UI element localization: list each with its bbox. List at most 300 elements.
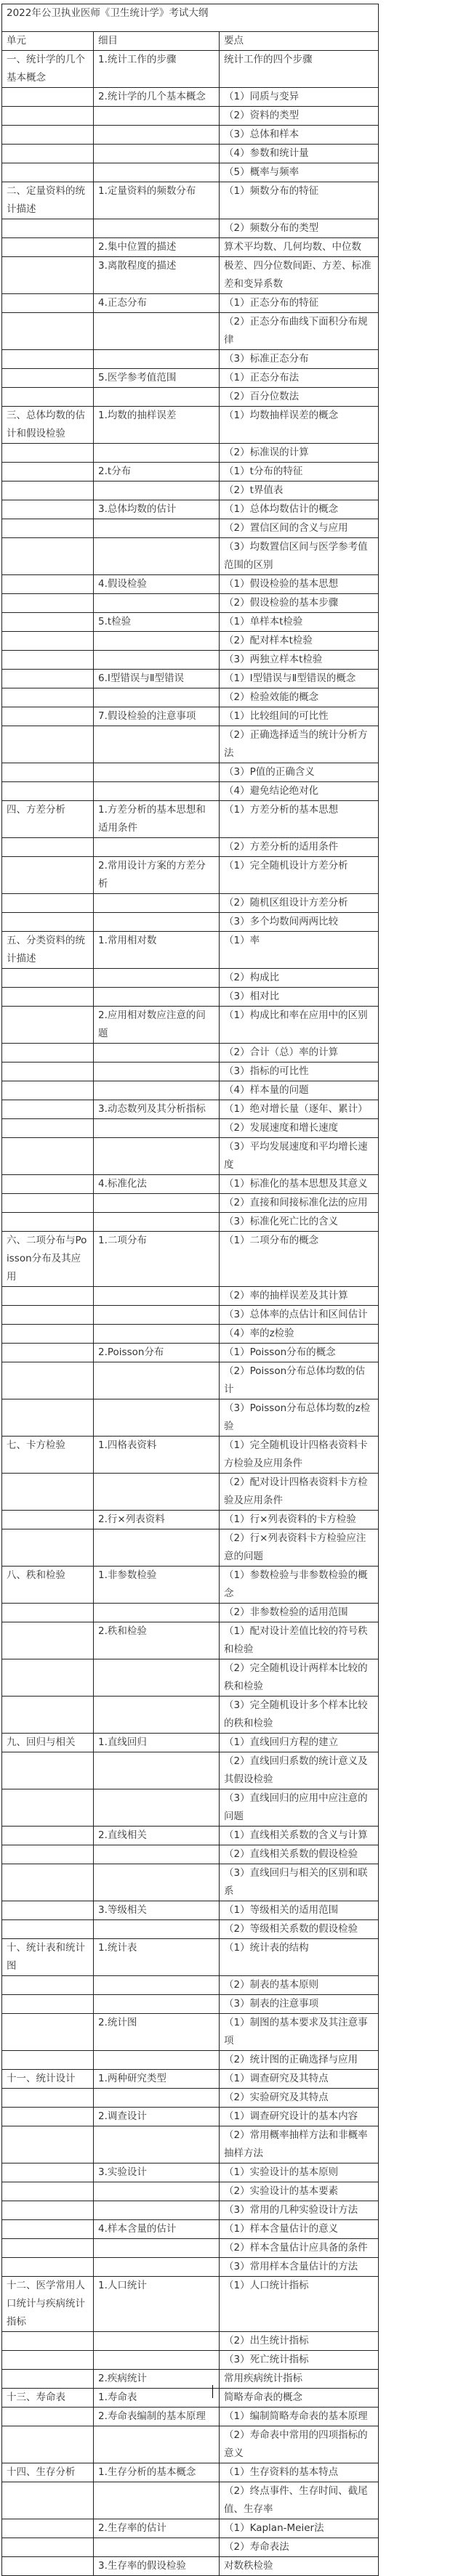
item-cell: 2.t分布 — [94, 463, 220, 482]
point-cell: （1）正态分布法 — [220, 369, 379, 388]
unit-cell — [2, 1604, 94, 1622]
table-row — [2, 51, 379, 88]
unit-cell — [2, 2014, 94, 2051]
table-row — [2, 1697, 379, 1734]
table-row — [2, 1175, 379, 1194]
unit-cell — [2, 1511, 94, 1529]
item-cell: 1.生存分析的基本概念 — [94, 2463, 220, 2482]
header-row — [2, 32, 379, 51]
point-cell: （2）百分位数法 — [220, 388, 379, 407]
item-cell: 1.常用相对数 — [94, 932, 220, 969]
point-cell: （2）方差分析的适用条件 — [220, 838, 379, 857]
table-row — [2, 1659, 379, 1697]
unit-cell — [2, 2258, 94, 2277]
item-cell: 3.离散程度的描述 — [94, 257, 220, 294]
unit-cell — [2, 988, 94, 1007]
point-cell: （2）构成比 — [220, 969, 379, 988]
item-cell: 1.人口统计 — [94, 2277, 220, 2332]
item-cell — [94, 726, 220, 763]
table-row — [2, 1567, 379, 1604]
table-row — [2, 913, 379, 932]
point-cell: （2）配对设计四格表资料卡方检验及应用条件 — [220, 1474, 379, 1511]
table-row — [2, 2463, 379, 2482]
table-row — [2, 407, 379, 444]
table-row — [2, 1437, 379, 1474]
item-cell — [94, 1864, 220, 1901]
table-row — [2, 444, 379, 463]
unit-cell — [2, 1044, 94, 1063]
unit-cell — [2, 1995, 94, 2014]
item-cell — [94, 1119, 220, 1138]
point-cell: （2）寿命表法 — [220, 2538, 379, 2557]
unit-cell — [2, 219, 94, 238]
table-row — [2, 1939, 379, 1976]
item-cell — [94, 2239, 220, 2258]
table-row — [2, 1734, 379, 1752]
point-cell: （1）标准化的基本思想及其意义 — [220, 1175, 379, 1194]
table-row — [2, 707, 379, 726]
table-row — [2, 688, 379, 707]
unit-cell: 一、统计学的几个基本概念 — [2, 51, 94, 88]
unit-cell: 三、总体均数的估计和假设检验 — [2, 407, 94, 444]
syllabus-table — [1, 4, 379, 2576]
unit-cell — [2, 294, 94, 313]
unit-cell — [2, 1752, 94, 1789]
item-cell: 3.实验设计 — [94, 2163, 220, 2182]
point-cell: （2）标准误的计算 — [220, 444, 379, 463]
item-cell — [94, 838, 220, 857]
table-row — [2, 2258, 379, 2277]
item-cell: 4.样本含量的估计 — [94, 2220, 220, 2239]
point-cell: （3）平均发展速度和平均增长速度 — [220, 1138, 379, 1175]
table-row — [2, 1901, 379, 1920]
item-cell: 2.生存率的估计 — [94, 2519, 220, 2538]
item-cell — [94, 782, 220, 801]
table-row — [2, 369, 379, 388]
item-cell: 6.Ⅰ型错误与Ⅱ型错误 — [94, 670, 220, 688]
table-row — [2, 670, 379, 688]
item-cell — [94, 988, 220, 1007]
item-cell — [94, 594, 220, 613]
table-row — [2, 126, 379, 145]
unit-cell — [2, 1100, 94, 1119]
item-cell: 2.Poisson分布 — [94, 1344, 220, 1362]
table-row — [2, 145, 379, 163]
item-cell — [94, 313, 220, 350]
table-row — [2, 2051, 379, 2070]
item-cell: 1.寿命表 — [94, 2389, 220, 2408]
point-cell: （3）死亡统计指标 — [220, 2351, 379, 2370]
point-cell: （2）制表的基本原则 — [220, 1976, 379, 1995]
point-cell: （1）比较组间的可比性 — [220, 707, 379, 726]
point-cell: （2）正确选择适当的统计分析方法 — [220, 726, 379, 763]
unit-cell — [2, 463, 94, 482]
item-cell — [94, 1976, 220, 1995]
unit-cell — [2, 1901, 94, 1920]
unit-cell — [2, 2408, 94, 2426]
item-cell — [94, 538, 220, 575]
item-cell — [94, 1063, 220, 1081]
item-cell — [94, 1306, 220, 1325]
point-cell: （3）完全随机设计多个样本比较的秩和检验 — [220, 1697, 379, 1734]
unit-cell — [2, 1529, 94, 1567]
point-cell: （1）频数分布的特征 — [220, 182, 379, 219]
unit-cell — [2, 519, 94, 538]
item-cell — [94, 1789, 220, 1827]
unit-cell — [2, 350, 94, 369]
table-row — [2, 575, 379, 594]
item-cell — [94, 519, 220, 538]
table-row — [2, 1287, 379, 1306]
item-cell — [94, 894, 220, 913]
item-cell — [94, 1325, 220, 1344]
point-cell: （2）检验效能的概念 — [220, 688, 379, 707]
item-cell: 1.四格表资料 — [94, 1437, 220, 1474]
table-row — [2, 1081, 379, 1100]
item-cell — [94, 2351, 220, 2370]
unit-cell — [2, 1976, 94, 1995]
item-cell — [94, 2126, 220, 2163]
unit-cell: 九、回归与相关 — [2, 1734, 94, 1752]
unit-cell — [2, 2201, 94, 2220]
point-cell: （2）配对样本t检验 — [220, 632, 379, 651]
unit-cell — [2, 538, 94, 575]
unit-cell — [2, 2426, 94, 2463]
unit-cell — [2, 1306, 94, 1325]
table-row — [2, 1845, 379, 1864]
unit-cell — [2, 726, 94, 763]
table-row — [2, 932, 379, 969]
item-cell — [94, 2426, 220, 2463]
item-cell — [94, 1995, 220, 2014]
unit-cell — [2, 500, 94, 519]
unit-cell — [2, 2089, 94, 2108]
table-row — [2, 219, 379, 238]
item-cell: 1.统计工作的步骤 — [94, 51, 220, 88]
item-cell: 4.标准化法 — [94, 1175, 220, 1194]
item-cell — [94, 1194, 220, 1213]
table-row — [2, 763, 379, 782]
item-cell: 1.统计表 — [94, 1939, 220, 1976]
point-cell: （1）直线回归方程的建立 — [220, 1734, 379, 1752]
point-cell: （1）二项分布的概念 — [220, 1232, 379, 1287]
unit-cell — [2, 2182, 94, 2201]
unit-cell — [2, 2108, 94, 2126]
table-row — [2, 1995, 379, 2014]
item-cell — [94, 219, 220, 238]
table-row — [2, 2163, 379, 2182]
unit-cell — [2, 613, 94, 632]
point-cell: （1）方差分析的基本思想 — [220, 801, 379, 838]
item-cell — [94, 913, 220, 932]
table-row — [2, 2108, 379, 2126]
unit-cell — [2, 1007, 94, 1044]
point-cell: （1）总体均数估计的概念 — [220, 500, 379, 519]
table-row — [2, 519, 379, 538]
point-cell: （2）发展速度和增长速度 — [220, 1119, 379, 1138]
unit-cell — [2, 1362, 94, 1399]
point-cell: （2）样本含量估计应具备的条件 — [220, 2239, 379, 2258]
item-cell: 1.定量资料的频数分布 — [94, 182, 220, 219]
item-cell: 4.假设检验 — [94, 575, 220, 594]
unit-cell — [2, 2538, 94, 2557]
item-cell: 1.方差分析的基本思想和适用条件 — [94, 801, 220, 838]
table-row — [2, 1752, 379, 1789]
unit-cell — [2, 1845, 94, 1864]
item-cell: 2.统计学的几个基本概念 — [94, 88, 220, 107]
item-cell — [94, 1399, 220, 1437]
point-cell: （2）完全随机设计两样本比较的秩和检验 — [220, 1659, 379, 1697]
unit-cell — [2, 707, 94, 726]
item-cell: 3.生存率的假设检验 — [94, 2557, 220, 2576]
table-row — [2, 163, 379, 182]
unit-cell — [2, 1063, 94, 1081]
point-cell: （3）常用的几种实验设计方法 — [220, 2201, 379, 2220]
unit-cell — [2, 838, 94, 857]
point-cell: （3）P值的正确含义 — [220, 763, 379, 782]
item-cell — [94, 444, 220, 463]
item-cell: 2.直线相关 — [94, 1827, 220, 1845]
point-cell: （1）等级相关的适用范围 — [220, 1901, 379, 1920]
unit-cell — [2, 1697, 94, 1734]
item-cell — [94, 1362, 220, 1399]
point-cell: （3）常用样本含量估计的方法 — [220, 2258, 379, 2277]
point-cell: （2）资料的类型 — [220, 107, 379, 126]
item-cell — [94, 1287, 220, 1306]
table-row — [2, 538, 379, 575]
table-row — [2, 500, 379, 519]
item-cell: 2.秩和检验 — [94, 1622, 220, 1659]
table-row — [2, 801, 379, 838]
item-cell: 3.动态数列及其分析指标 — [94, 1100, 220, 1119]
table-row — [2, 1194, 379, 1213]
unit-cell: 十四、生存分析 — [2, 2463, 94, 2482]
unit-cell — [2, 369, 94, 388]
unit-cell: 十、统计表和统计图 — [2, 1939, 94, 1976]
table-row — [2, 1344, 379, 1362]
unit-cell — [2, 2482, 94, 2519]
item-cell: 5.t检验 — [94, 613, 220, 632]
item-cell — [94, 350, 220, 369]
point-cell: （2）t界值表 — [220, 482, 379, 500]
point-cell: （4）样本量的问题 — [220, 1081, 379, 1100]
item-cell — [94, 2089, 220, 2108]
point-cell: （1）构成比和率在应用中的区别 — [220, 1007, 379, 1044]
item-cell: 2.调查设计 — [94, 2108, 220, 2126]
item-cell — [94, 2482, 220, 2519]
point-cell: 统计工作的四个步骤 — [220, 51, 379, 88]
table-row — [2, 1789, 379, 1827]
table-row — [2, 782, 379, 801]
table-row — [2, 2426, 379, 2463]
table-row — [2, 182, 379, 219]
table-row — [2, 632, 379, 651]
unit-cell — [2, 88, 94, 107]
unit-cell — [2, 126, 94, 145]
point-cell: （1）Poisson分布的概念 — [220, 1344, 379, 1362]
point-cell: （3）标准正态分布 — [220, 350, 379, 369]
unit-cell — [2, 2220, 94, 2239]
table-row — [2, 2482, 379, 2519]
item-cell — [94, 2051, 220, 2070]
table-row — [2, 969, 379, 988]
point-cell: （4）率的z检验 — [220, 1325, 379, 1344]
point-cell: （1）制图的基本要求及其注意事项 — [220, 2014, 379, 2051]
point-cell: （4）避免结论绝对化 — [220, 782, 379, 801]
table-row — [2, 1325, 379, 1344]
point-cell: （1）正态分布的特征 — [220, 294, 379, 313]
unit-cell — [2, 1119, 94, 1138]
point-cell: （2）随机区组设计方差分析 — [220, 894, 379, 913]
unit-cell: 十一、统计设计 — [2, 2070, 94, 2089]
unit-cell — [2, 2051, 94, 2070]
point-cell: （2）寿命表中常用的四项指标的意义 — [220, 2426, 379, 2463]
table-row — [2, 1399, 379, 1437]
point-cell: （1）直线相关系数的含义与计算 — [220, 1827, 379, 1845]
point-cell: （1）编制简略寿命表的基本原理 — [220, 2408, 379, 2426]
table-row — [2, 613, 379, 632]
item-cell — [94, 2538, 220, 2557]
unit-cell — [2, 1287, 94, 1306]
item-cell — [94, 482, 220, 500]
title-row — [2, 4, 379, 32]
point-cell: （1）假设检验的基本思想 — [220, 575, 379, 594]
item-cell — [94, 1845, 220, 1864]
item-cell — [94, 126, 220, 145]
table-row — [2, 313, 379, 350]
point-cell: （2）直线回归系数的统计意义及其假设检验 — [220, 1752, 379, 1789]
table-row — [2, 2220, 379, 2239]
item-cell — [94, 1697, 220, 1734]
point-cell: （3）直线回归与相关的区别和联系 — [220, 1864, 379, 1901]
item-cell: 1.非参数检验 — [94, 1567, 220, 1604]
point-cell: （2）频数分布的类型 — [220, 219, 379, 238]
table-row — [2, 1474, 379, 1511]
table-row — [2, 2538, 379, 2557]
unit-cell — [2, 1622, 94, 1659]
unit-cell — [2, 257, 94, 294]
point-cell: （3）直线回归的应用中应注意的问题 — [220, 1789, 379, 1827]
table-row — [2, 894, 379, 913]
point-cell: （1）统计表的结构 — [220, 1939, 379, 1976]
item-cell — [94, 1529, 220, 1567]
unit-cell: 十二、医学常用人口统计与疾病统计指标 — [2, 2277, 94, 2332]
unit-cell — [2, 1659, 94, 1697]
point-cell: （1）绝对增长量（逐年、累计） — [220, 1100, 379, 1119]
point-cell: 常用疾病统计指标 — [220, 2370, 379, 2389]
item-cell — [94, 163, 220, 182]
unit-cell — [2, 594, 94, 613]
point-cell: （1）完全随机设计四格表资料卡方检验及应用条件 — [220, 1437, 379, 1474]
unit-cell — [2, 1194, 94, 1213]
item-cell — [94, 388, 220, 407]
table-row — [2, 1622, 379, 1659]
point-cell: （1）生存资料的基本特点 — [220, 2463, 379, 2482]
table-row — [2, 482, 379, 500]
point-cell: （1）t分布的特征 — [220, 463, 379, 482]
table-row — [2, 2332, 379, 2351]
point-cell: （1）同质与变异 — [220, 88, 379, 107]
point-cell: （3）制表的注意事项 — [220, 1995, 379, 2014]
unit-cell — [2, 894, 94, 913]
item-cell — [94, 2182, 220, 2201]
item-cell — [94, 1659, 220, 1697]
unit-cell — [2, 763, 94, 782]
table-row — [2, 2351, 379, 2370]
point-cell: （4）参数和统计量 — [220, 145, 379, 163]
table-row — [2, 350, 379, 369]
point-cell: （5）概率与频率 — [220, 163, 379, 182]
table-row — [2, 651, 379, 670]
table-row — [2, 2239, 379, 2258]
table-row — [2, 1362, 379, 1399]
unit-cell — [2, 1864, 94, 1901]
unit-cell — [2, 388, 94, 407]
table-row — [2, 1100, 379, 1119]
table-row — [2, 88, 379, 107]
unit-cell — [2, 632, 94, 651]
table-row — [2, 594, 379, 613]
table-row — [2, 1827, 379, 1845]
unit-cell — [2, 238, 94, 257]
point-cell: （1）单样本t检验 — [220, 613, 379, 632]
header-unit: 单元 — [2, 32, 94, 51]
point-cell: （1）行×列表资料的卡方检验 — [220, 1511, 379, 1529]
unit-cell — [2, 2239, 94, 2258]
table-row — [2, 726, 379, 763]
unit-cell — [2, 107, 94, 126]
table-row — [2, 1920, 379, 1939]
table-row — [2, 1213, 379, 1232]
item-cell: 2.常用设计方案的方差分析 — [94, 857, 220, 894]
item-cell — [94, 1474, 220, 1511]
item-cell — [94, 688, 220, 707]
point-cell: （2）常用概率抽样方法和非概率抽样方法 — [220, 2126, 379, 2163]
item-cell — [94, 969, 220, 988]
item-cell — [94, 1920, 220, 1939]
table-row — [2, 2201, 379, 2220]
unit-cell — [2, 782, 94, 801]
item-cell — [94, 145, 220, 163]
unit-cell: 五、分类资料的统计描述 — [2, 932, 94, 969]
item-cell — [94, 651, 220, 670]
header-point: 要点 — [220, 32, 379, 51]
table-row — [2, 1306, 379, 1325]
table-row — [2, 2277, 379, 2332]
text-cursor — [212, 2385, 213, 2398]
table-row — [2, 294, 379, 313]
point-cell: （3）均数置信区间与医学参考值范围的区别 — [220, 538, 379, 575]
unit-cell: 六、二项分布与Poisson分布及其应用 — [2, 1232, 94, 1287]
point-cell: （2）直线相关系数的假设检验 — [220, 1845, 379, 1864]
point-cell: （3）两独立样本t检验 — [220, 651, 379, 670]
table-row — [2, 1976, 379, 1995]
point-cell: （2）正态分布曲线下面积分布规律 — [220, 313, 379, 350]
item-cell: 1.直线回归 — [94, 1734, 220, 1752]
document-title: 2022年公卫执业医师《卫生统计学》考试大纲 — [2, 4, 379, 32]
point-cell: （2）行×列表资料卡方检验应注意的问题 — [220, 1529, 379, 1567]
table-row — [2, 1138, 379, 1175]
table-row — [2, 2089, 379, 2108]
item-cell — [94, 2258, 220, 2277]
item-cell: 2.应用相对数应注意的问题 — [94, 1007, 220, 1044]
table-row — [2, 1119, 379, 1138]
item-cell — [94, 1044, 220, 1063]
table-row — [2, 1529, 379, 1567]
point-cell: （2）Poisson分布总体均数的估计 — [220, 1362, 379, 1399]
item-cell: 2.疾病统计 — [94, 2370, 220, 2389]
unit-cell — [2, 1789, 94, 1827]
